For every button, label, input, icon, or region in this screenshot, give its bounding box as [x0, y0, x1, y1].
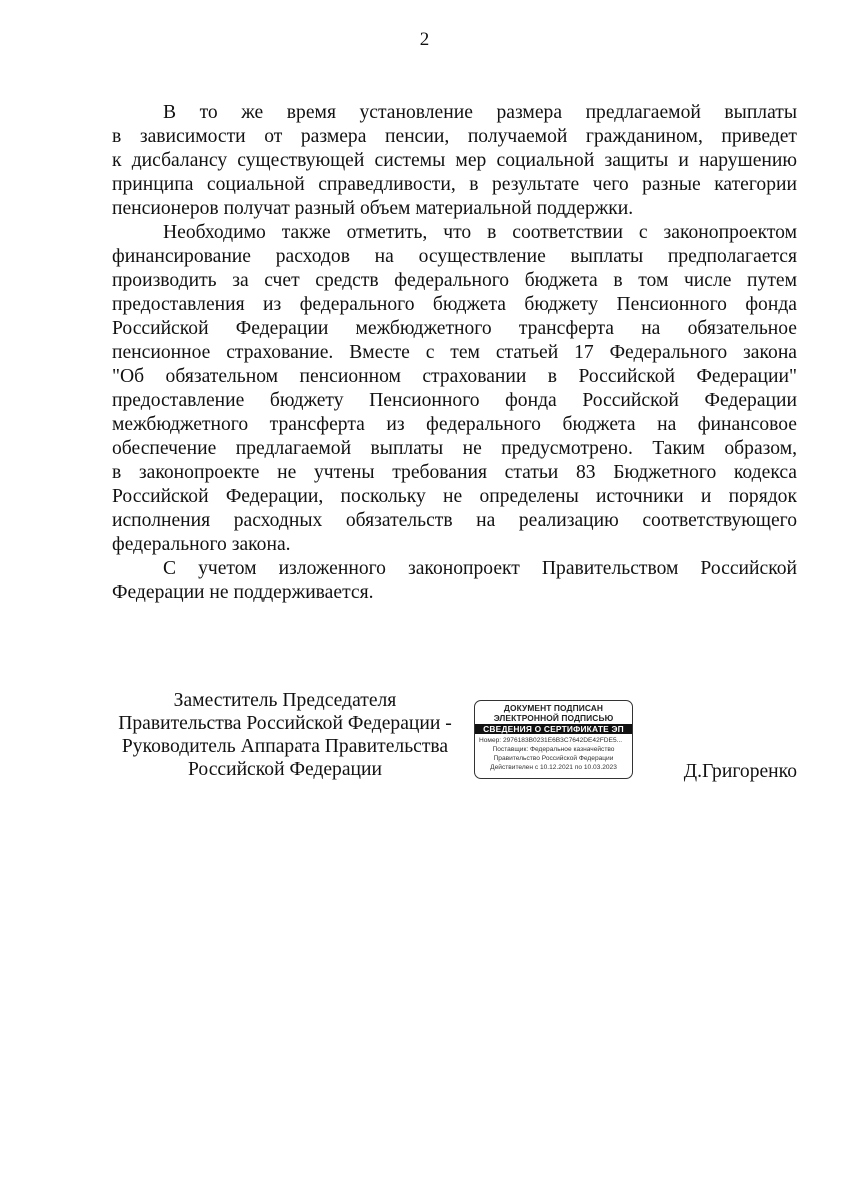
stamp-title: [475, 703, 632, 723]
text-line: предоставления из федерального бюджета бюджету Пенсионного фонда: [112, 294, 797, 315]
certificate-supplier: Поставщик: Федеральное казначейство: [492, 746, 615, 753]
text-line: Российской Федерации межбюджетного трансферта на обязательное: [112, 318, 797, 339]
text-line: производить за счет средств федерального бюджета в том числе путем: [112, 270, 797, 291]
page-number: 2: [419, 29, 430, 50]
position-line: Заместитель Председателя: [173, 690, 397, 711]
letter-body: [112, 101, 797, 605]
certificate-info-bar: СВЕДЕНИЯ О СЕРТИФИКАТЕ ЭП: [475, 724, 632, 734]
text-line: в законопроекте не учтены требования статьи 83 Бюджетного кодекса: [112, 462, 797, 483]
text-line: Федерации не поддерживается.: [112, 582, 374, 603]
position-line: Руководитель Аппарата Правительства: [121, 736, 449, 757]
text-line: финансирование расходов на осуществление выплаты предполагается: [112, 246, 797, 267]
position-line: Российской Федерации: [188, 759, 382, 780]
certificate-owner: Правительство Российской Федерации: [493, 755, 614, 762]
certificate-validity: Действителен с 10.12.2021 по 10.03.2023: [490, 764, 617, 771]
text-line: к дисбалансу существующей системы мер социальной защиты и нарушению: [112, 150, 797, 171]
text-line: Необходимо также отметить, что в соответствии с законопроектом: [163, 222, 797, 243]
text-line: предоставление бюджету Пенсионного фонда Российской Федерации: [112, 390, 797, 411]
text-line: исполнения расходных обязательств на реализацию соответствующего: [112, 510, 797, 531]
paragraph-3: [112, 557, 797, 605]
text-line: пенсионеров получат разный объем материальной поддержки.: [112, 198, 634, 219]
paragraph-1: [112, 101, 797, 221]
signatory-position: [100, 689, 470, 781]
position-line: Правительства Российской Федерации -: [118, 713, 452, 734]
text-line: межбюджетного трансферта из федерального бюджета на финансовое: [112, 414, 797, 435]
text-line: В то же время установление размера предлагаемой выплаты: [163, 102, 797, 123]
stamp-title-line: ДОКУМЕНТ ПОДПИСАН: [503, 703, 604, 713]
text-line: в зависимости от размера пенсии, получаемой гражданином, приведет: [112, 126, 797, 147]
text-line: С учетом изложенного законопроект Правительством Российской: [163, 558, 797, 579]
stamp-title-line: ЭЛЕКТРОННОЙ ПОДПИСЬЮ: [493, 713, 614, 723]
text-line: принципа социальной справедливости, в результате чего разные категории: [112, 174, 797, 195]
text-line: Российской Федерации, поскольку не определены источники и порядок: [112, 486, 797, 507]
text-line: "Об обязательном пенсионном страховании в Российской Федерации": [112, 366, 797, 387]
signer-name: Д.Григоренко: [683, 761, 797, 782]
certificate-number: Номер: 2976183B0231E6B3C7642DE42FDE5...: [479, 737, 623, 744]
text-line: обеспечение предлагаемой выплаты не предусмотрено. Таким образом,: [112, 438, 797, 459]
paragraph-2: [112, 221, 797, 557]
text-line: федерального закона.: [112, 534, 291, 555]
text-line: пенсионное страхование. Вместе с тем статьей 17 Федерального закона: [112, 342, 797, 363]
